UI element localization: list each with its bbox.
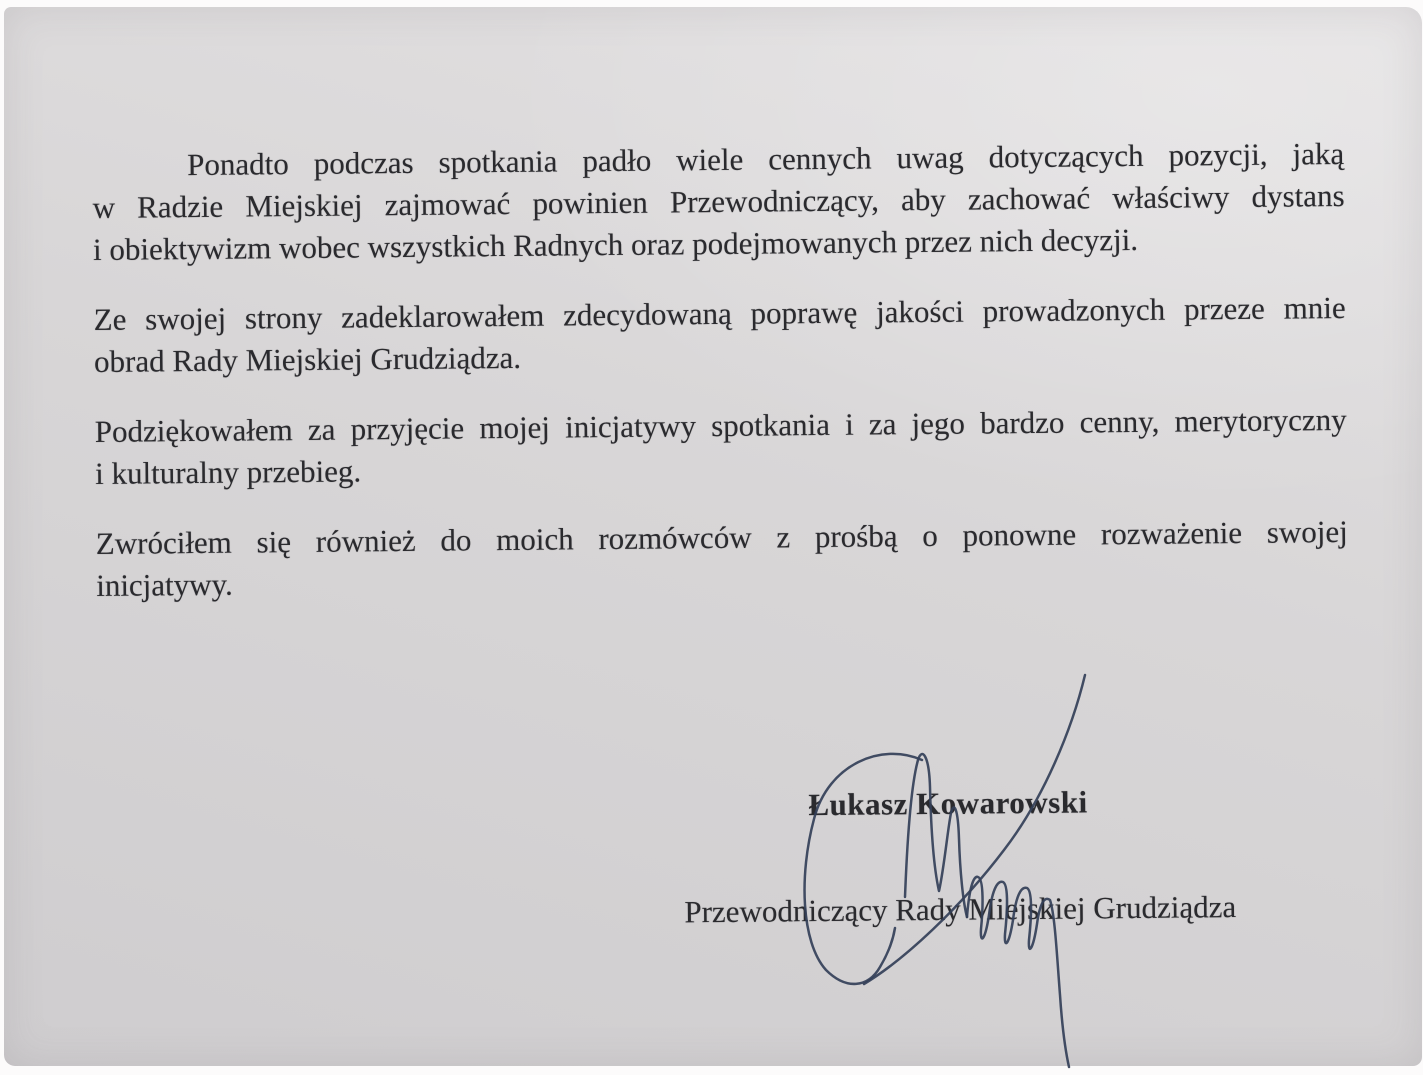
letter-line: w Radzie Miejskiej zajmować powinien Przewodniczący, aby zachować właściwy dystans	[92, 177, 1345, 225]
signatory-title: Przewodniczący Rady Miejskiej Grudziądza	[684, 889, 1237, 930]
paragraph	[93, 287, 1346, 383]
paragraph	[92, 133, 1345, 271]
letter-line: i kulturalny przebieg.	[94, 453, 362, 491]
signatory-name: Łukasz Kowarowski	[808, 784, 1088, 823]
letter-line: Ponadto podczas spotkania padło wiele cennych uwag dotyczących pozycji, jaką	[187, 135, 1345, 183]
letter-line: i obiektywizm wobec wszystkich Radnych oraz podejmowanych przez nich decyzji.	[92, 221, 1139, 267]
paragraph	[96, 511, 1349, 607]
letter-line: Ze swojej strony zadeklarowałem zdecydowaną poprawę jakości prowadzonych przeze mnie	[93, 289, 1346, 337]
letter-line: Zwróciłem się również do moich rozmówców z prośbą o ponowne rozważenie swojej	[95, 513, 1348, 561]
letter-body	[92, 133, 1348, 930]
paragraph	[95, 399, 1348, 495]
letter-line: inicjatywy.	[96, 566, 233, 603]
letter-line: Podziękowałem za przyjęcie mojej inicjatywy spotkania i za jego bardzo cenny, merytoryczny	[94, 401, 1347, 449]
letter-line: obrad Rady Miejskiej Grudziądza.	[93, 339, 522, 379]
paper-sheet	[4, 7, 1422, 1066]
